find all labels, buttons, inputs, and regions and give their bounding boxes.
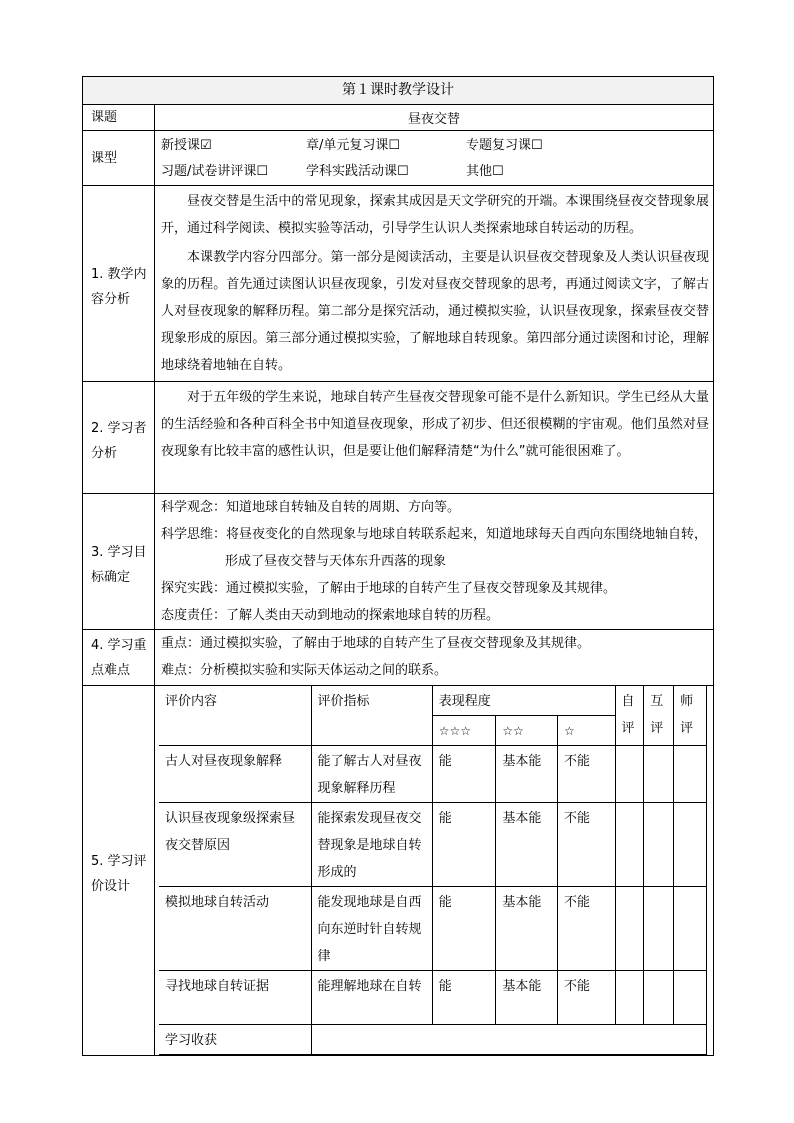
peer-eval-cell[interactable] [644,887,674,971]
header-content: 评价内容 [159,686,311,746]
header-indicator: 评价指标 [311,686,432,746]
table-row: 模拟地球自转活动 能发现地球是自西向东逆时针自转规律 能 基本能 不能 [159,887,707,971]
level-2-stars: ☆☆ [496,716,558,746]
header-performance: 表现程度 [432,686,615,716]
option-exercise-review[interactable]: 习题/试卷讲评课☐ [161,164,269,179]
option-topic-review[interactable]: 专题复习课☐ [466,138,543,153]
level-3-stars: ☆☆☆ [432,716,496,746]
page-title: 第１课时教学设计 [83,77,714,105]
harvest-row [159,1025,707,1055]
peer-eval-cell[interactable] [644,803,674,887]
header-self-eval: 自评 [615,686,644,746]
lesson-type-options [155,131,714,186]
self-eval-cell[interactable] [615,803,644,887]
evaluation-table [159,686,707,1055]
option-new-lesson[interactable]: 新授课☑ [161,138,212,153]
objective-item: 科学思维：将昼夜变化的自然现象与地球自转联系起来，知道地球每天自西向东围绕地轴自转，形成了昼夜交替与天体东升西落的现象 [161,527,708,569]
level-1-star: ☆ [558,716,616,746]
self-eval-cell[interactable] [615,746,644,803]
teacher-eval-cell[interactable] [674,887,707,971]
topic-value: 昼夜交替 [155,105,714,131]
option-unit-review[interactable]: 章/单元复习课☐ [306,138,401,153]
objective-item: 探究实践：通过模拟实验，了解由于地球的自转产生了昼夜交替现象及其规律。 [161,581,617,596]
header-teacher-eval: 师评 [674,686,707,746]
option-practice-activity[interactable]: 学科实践活动课☐ [306,164,409,179]
objective-item: 态度责任：了解人类由天动到地动的探索地球自转的历程。 [161,608,500,623]
content-analysis-text [155,186,714,382]
harvest-label: 学习收获 [159,1025,311,1055]
topic-label: 课题 [83,105,155,131]
header-peer-eval: 互评 [644,686,674,746]
option-other[interactable]: 其他☐ [466,164,504,179]
key-point: 重点：通过模拟实验，了解由于地球的自转产生了昼夜交替现象及其规律。 [161,636,591,651]
content-paragraph-2: 本课教学内容分四部分。第一部分是阅读活动，主要是认识昼夜交替现象及人类认识昼夜现象的历程。首先通过读图认识昼夜现象，引发对昼夜交替现象的思考，再通过阅读文字，了解古人对昼夜现象的解释历程。第二部分是探究活动，通过模拟实验，认识昼夜现象，探索昼夜交替现象形成的原因。第三部分通过模拟实验，了解地球自转现象。第四部分通过读图和讨论，理解地球绕着地轴在自转。 [161,250,709,373]
self-eval-cell[interactable] [615,971,644,1025]
peer-eval-cell[interactable] [644,971,674,1025]
teacher-eval-cell[interactable] [674,971,707,1025]
teacher-eval-cell[interactable] [674,746,707,803]
evaluation-cell [155,686,714,1056]
learner-analysis-text: 对于五年级的学生来说，地球自转产生昼夜交替现象可能不是什么新知识。学生已经从大量的生活经验和各种百科全书中知道昼夜现象，形成了初步、但还很模糊的宇宙观。他们虽然对昼夜现象有比较丰富的感性认识，但是要让他们解释清楚“为什么”就可能很困难了。 [155,382,714,494]
peer-eval-cell[interactable] [644,746,674,803]
objective-item: 科学观念：知道地球自转轴及自转的周期、方向等。 [161,500,461,515]
objectives-label: 3. 学习目 标确定 [83,494,155,630]
table-row: 认识昼夜现象级探索昼夜交替原因 能探索发现昼夜交替现象是地球自转形成的 能 基本能 不能 [159,803,707,887]
objectives-list [155,494,714,630]
key-points-text [155,630,714,686]
self-eval-cell[interactable] [615,887,644,971]
key-points-label: 4. 学习重 点难点 [83,630,155,686]
table-row: 寻找地球自转证据 能理解地球在自转 能 基本能 不能 [159,971,707,1025]
lesson-design-table [82,76,714,1056]
learner-analysis-label: 2. 学习者 分析 [83,382,155,494]
teacher-eval-cell[interactable] [674,803,707,887]
difficulty-point: 难点：分析模拟实验和实际天体运动之间的联系。 [161,663,448,678]
content-analysis-label: 1. 教学内 容分析 [83,186,155,382]
table-row: 古人对昼夜现象解释 能了解古人对昼夜现象解释历程 能 基本能 不能 [159,746,707,803]
content-paragraph-1: 昼夜交替是生活中的常见现象，探索其成因是天文学研究的开端。本课围绕昼夜交替现象展开，通过科学阅读、模拟实验等活动，引导学生认识人类探索地球自转运动的历程。 [161,194,709,236]
harvest-field[interactable] [311,1025,706,1055]
lesson-type-label: 课型 [83,131,155,186]
evaluation-label: 5. 学习评 价设计 [83,686,155,1056]
